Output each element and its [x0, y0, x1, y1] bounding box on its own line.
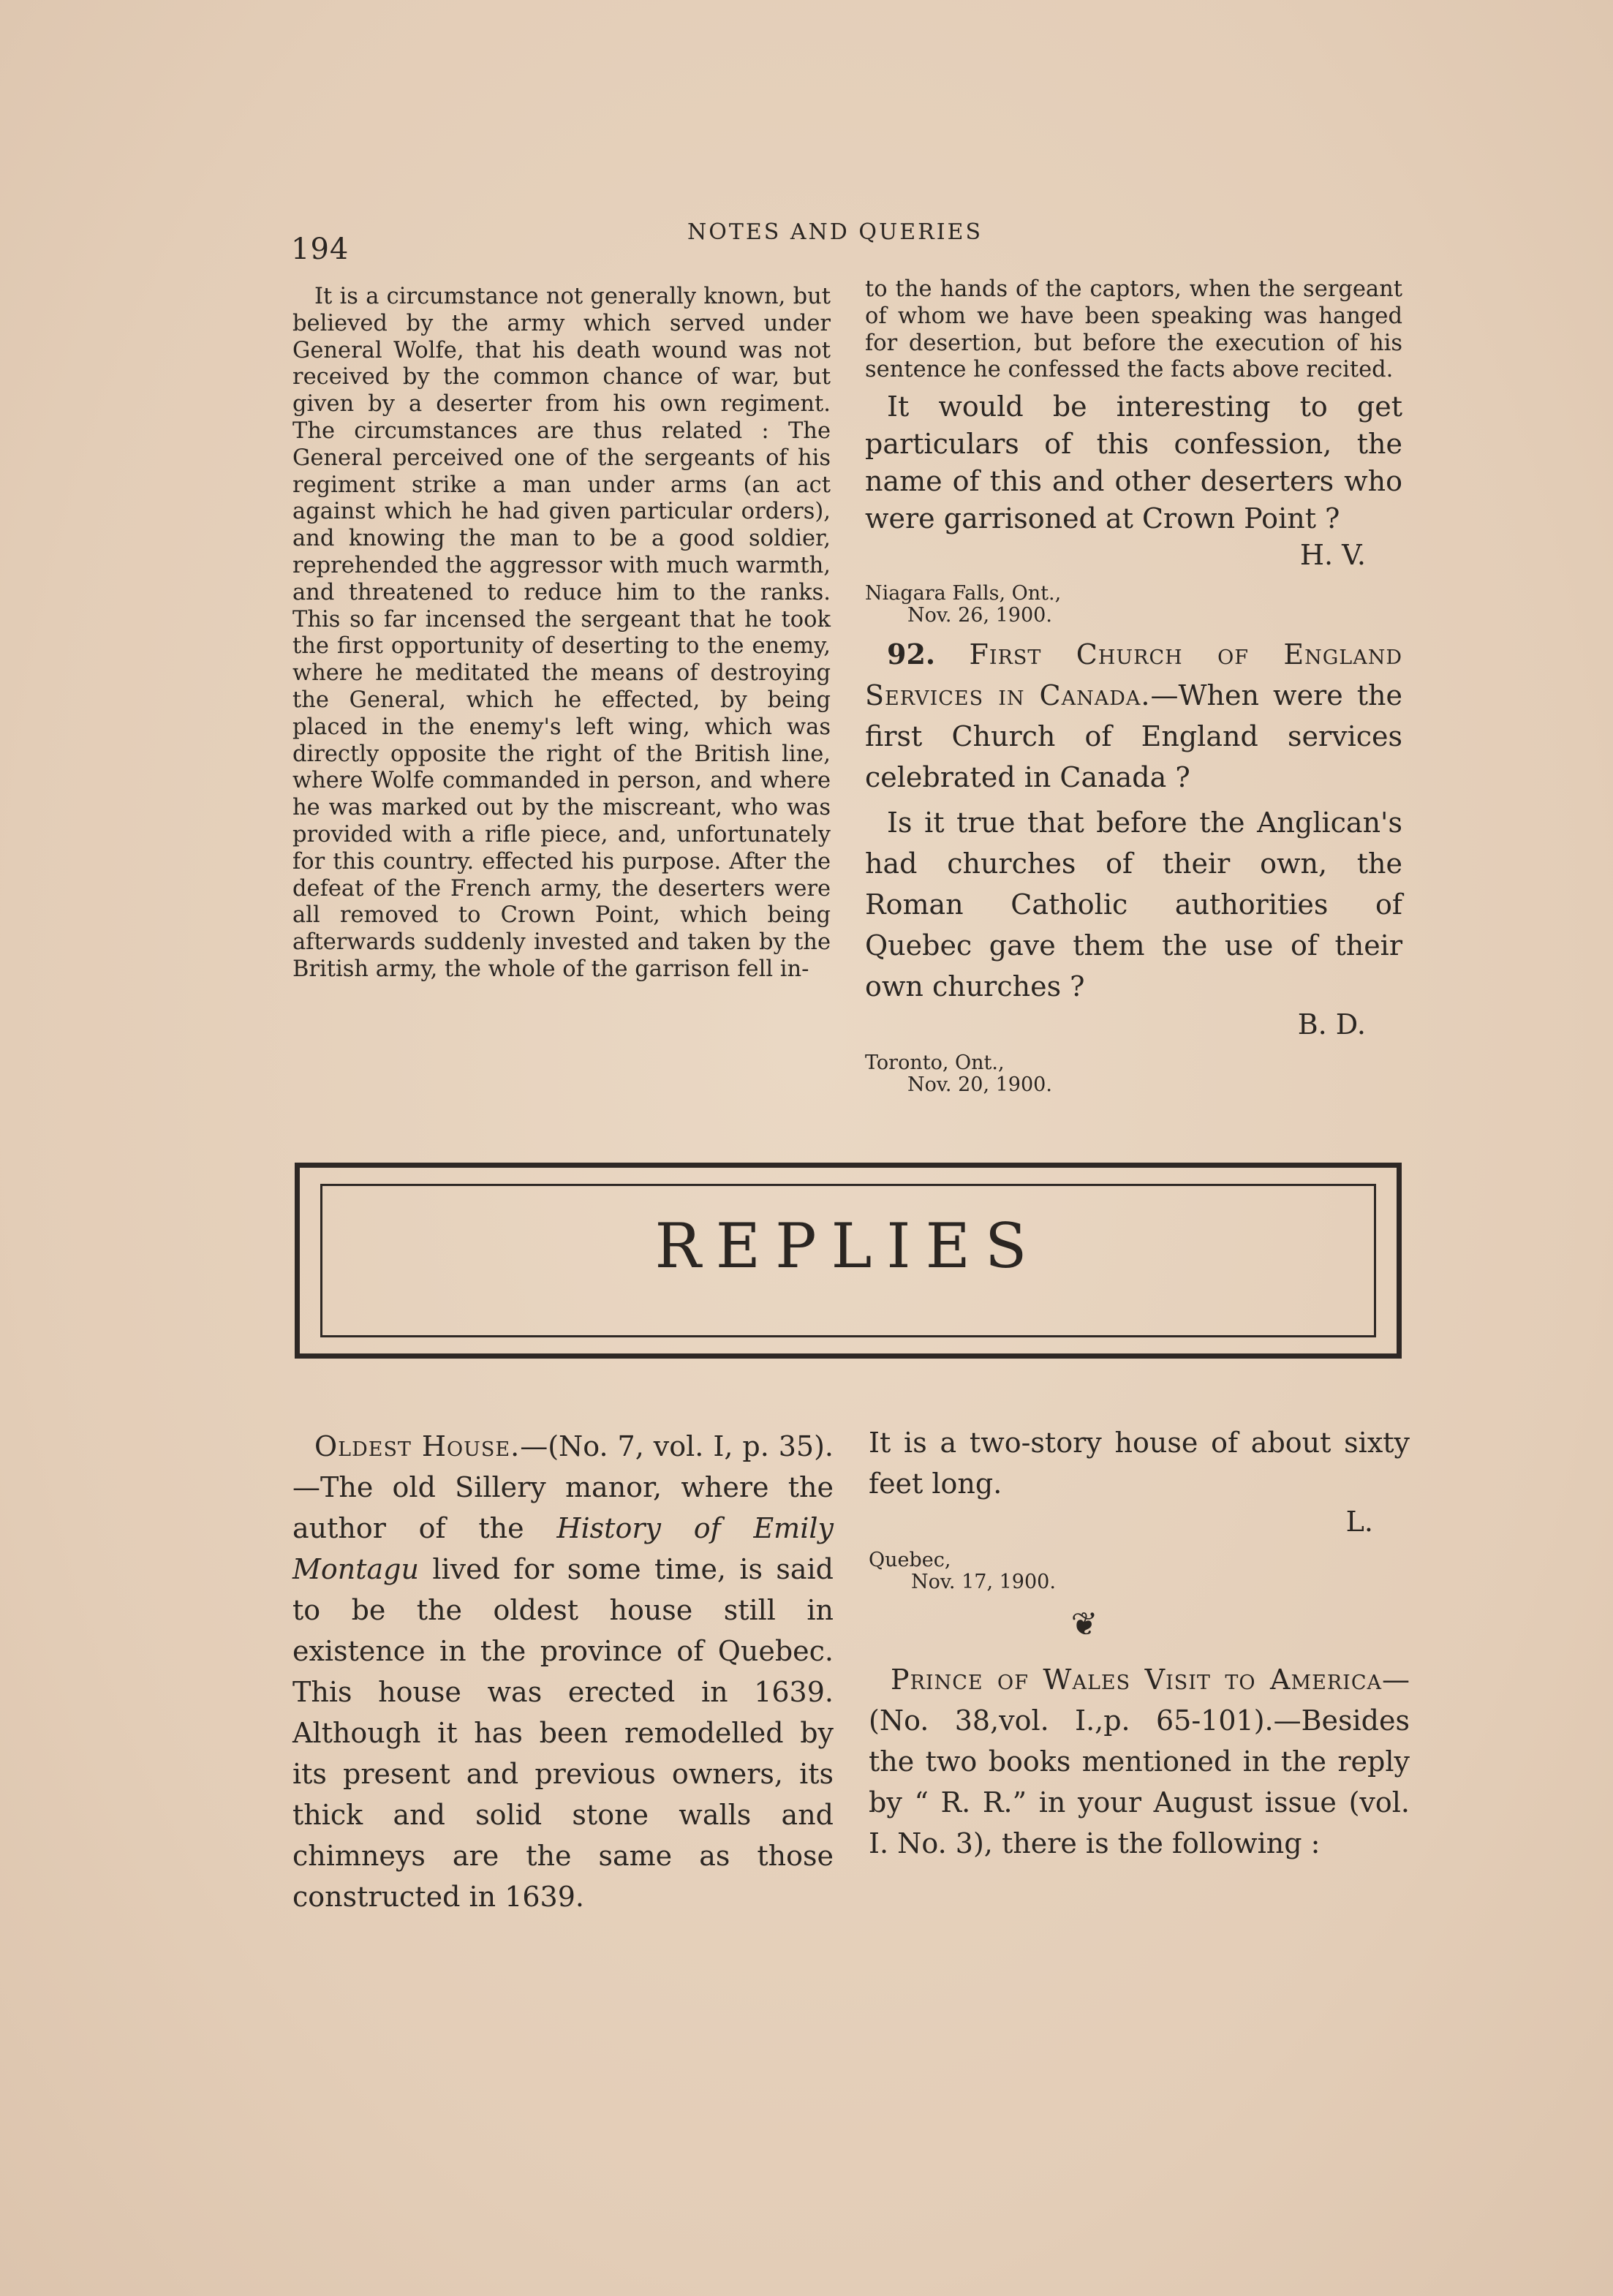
- continuation-paragraph: to the hands of the captors, when the sergeant of whom we have been speaking was hanged for desertion, but before the execution of his sentence he confessed the facts above recited.: [865, 276, 1402, 383]
- query-place-date: [865, 1052, 1402, 1096]
- date: Nov. 17, 1900.: [911, 1571, 1056, 1593]
- reply-text-part2: lived for some time, is said to be the oldest house still in existence in the province of Quebec. This house was erected in 1639. Although it has been remodelled by its present and previous owners, its thick and solid stone walls and chimneys are the same as those constructed in 1639.: [292, 1553, 834, 1913]
- reply-text-part1: —(No. 7, vol. I, p. 35).—The old Sillery manor, where the author of the: [292, 1430, 834, 1544]
- page-number: 194: [291, 233, 350, 266]
- date: Nov. 26, 1900.: [907, 604, 1052, 627]
- replies-heading: REPLIES: [654, 1210, 1042, 1282]
- place: Niagara Falls, Ont.,: [865, 582, 1062, 605]
- right-column-query: [865, 276, 1402, 1096]
- query-text: —When were the first Church of England services celebrated in Canada ?: [865, 679, 1402, 794]
- signature: H. V.: [1299, 539, 1366, 572]
- fleuron-ornament-icon: ❦: [1070, 1606, 1098, 1643]
- query-92: [865, 634, 1402, 798]
- running-title: NOTES AND QUERIES: [687, 219, 983, 245]
- replies-banner: [295, 1163, 1402, 1359]
- query-number: 92.: [887, 638, 936, 671]
- place-date: [869, 1549, 1410, 1593]
- reply-heading: Prince of Wales Visit to America: [891, 1664, 1382, 1696]
- reply-heading: Oldest House.: [314, 1430, 521, 1462]
- reply-text: —(No. 38,vol. I.,p. 65-101).—Besides the two books mentioned in the reply by “ R. R.” in your August issue (vol. I. No. 3), there is the following :: [869, 1664, 1410, 1859]
- query-place: Toronto, Ont.,: [865, 1051, 1005, 1075]
- right-column-replies: [869, 1422, 1410, 1864]
- query-date: Nov. 20, 1900.: [907, 1073, 1052, 1097]
- place: Quebec,: [869, 1549, 951, 1571]
- book-title: History of Emily Montagu: [292, 1512, 834, 1585]
- query-title: First Church of England Services in Canada.: [865, 638, 1402, 712]
- place-date: [865, 583, 1402, 627]
- query-paragraph: It is a circumstance not generally known, but believed by the army which served under General Wolfe, that his death wound was not received by the common chance of war, but given by a deserter from his own regiment. The circumstances are thus related : The General perceived one of the sergeants of his regiment strike a man under arms (an act against which he had given particular orders), and knowing the man to be a good soldier, reprehended the aggressor with much warmth, and threatened to reduce him to the ranks. This so far incensed the sergeant that he took the first opportunity of deserting to the enemy, where he meditated the means of destroying the General, which he effected, by being placed in the enemy's left wing, which was directly opposite the right of the British line, where Wolfe commanded in person, and where he was marked out by the miscreant, who was provided with a rifle piece, and, unfortunately for this country. effected his purpose. After the defeat of the French army, the deserters were all removed to Crown Point, which being afterwards suddenly invested and taken by the British army, the whole of the garrison fell in-: [292, 284, 831, 982]
- query-signature: B. D.: [1297, 1008, 1366, 1041]
- left-column-query: [292, 284, 831, 983]
- question-paragraph: It would be interesting to get particulars of this confession, the name of this and other deserters who were garrisoned at Crown Point ?: [865, 390, 1402, 535]
- reply-prince-of-wales: [869, 1659, 1410, 1864]
- signature: L.: [1345, 1506, 1373, 1538]
- reply-paragraph: [292, 1426, 834, 1917]
- reply-oldest-house: [292, 1426, 834, 1917]
- continuation-paragraph: It is a two-story house of about sixty feet long.: [869, 1427, 1410, 1500]
- query-question: Is it true that before the Anglican's had churches of their own, the Roman Catholic authorities of Quebec gave them the use of their own churches ?: [865, 807, 1402, 1003]
